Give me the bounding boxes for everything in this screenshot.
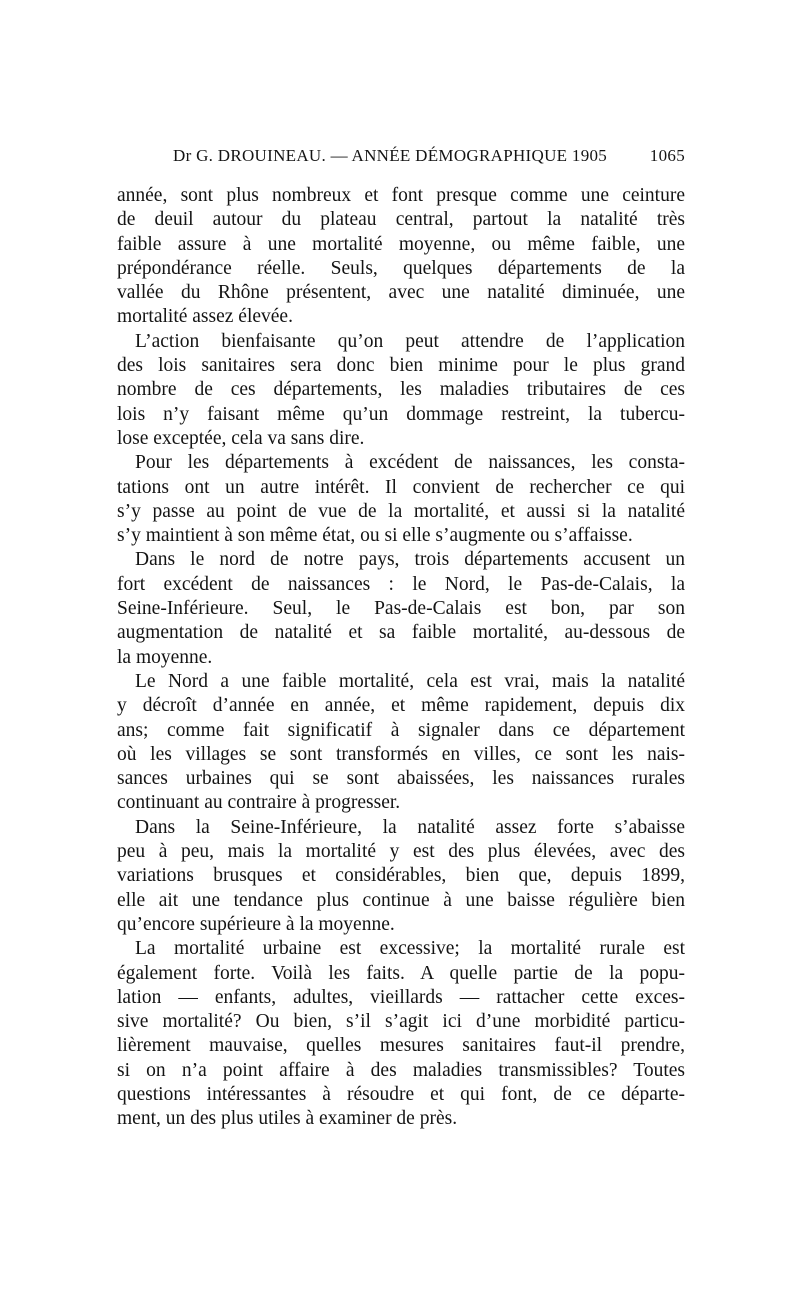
paragraph [117, 937, 685, 1131]
paragraph [117, 548, 685, 669]
running-head [117, 146, 685, 170]
text-line: qu’encore supérieure à la moyenne. [117, 913, 395, 935]
text-line: sances urbaines qui se sont abaissées, les naissances rurales [117, 768, 685, 790]
text-line: lose exceptée, cela va sans dire. [117, 427, 365, 449]
text-line: ment, un des plus utiles à examiner de près. [117, 1108, 458, 1130]
text-line: année, sont plus nombreux et font presque comme une ceinture [117, 185, 685, 206]
text-line: faible assure à une mortalité moyenne, ou même faible, une [117, 233, 685, 255]
text-line: où les villages se sont transformés en villes, ce sont les nais- [117, 743, 685, 765]
text-line: tations ont un autre intérêt. Il convient de rechercher ce qui [117, 476, 685, 498]
paragraph [117, 330, 685, 451]
text-line: prépondérance réelle. Seuls, quelques départements de la [117, 257, 685, 279]
text-line: variations brusques et considérables, bien que, depuis 1899, [117, 865, 685, 887]
text-line: si on n’a point affaire à des maladies transmissibles? Toutes [117, 1059, 685, 1081]
text-line: Pour les départements à excédent de naissances, les consta- [135, 452, 685, 474]
text-line: Le Nord a une faible mortalité, cela est vrai, mais la natalité [135, 670, 685, 692]
text-line: de deuil autour du plateau central, partout la natalité très [117, 209, 685, 231]
text-line: Seine-Inférieure. Seul, le Pas-de-Calais est bon, par son [117, 598, 685, 620]
text-line: La mortalité urbaine est excessive; la mortalité rurale est [135, 938, 685, 960]
paragraph [117, 816, 685, 937]
text-line: vallée du Rhône présentent, avec une natalité diminuée, une [117, 282, 685, 304]
text-line: mortalité assez élevée. [117, 306, 293, 328]
text-line: des lois sanitaires sera donc bien minime pour le plus grand [117, 355, 685, 377]
text-line: augmentation de natalité et sa faible mortalité, au-dessous de [117, 622, 685, 644]
text-line: sive mortalité? Ou bien, s’il s’agit ici d’une morbidité particu- [117, 1011, 685, 1033]
text-line: lation — enfants, adultes, vieillards — rattacher cette exces- [117, 986, 685, 1008]
text-line: y décroît d’année en année, et même rapidement, depuis dix [117, 695, 685, 717]
text-line: s’y maintient à son même état, ou si elle s’augmente ou s’affaisse. [117, 525, 633, 547]
text-line: L’action bienfaisante qu’on peut attendre de l’application [135, 330, 685, 352]
text-line: elle ait une tendance plus continue à une baisse régulière bien [117, 889, 685, 911]
text-line: Dans le nord de notre pays, trois départements accusent un [135, 549, 685, 571]
text-line: également forte. Voilà les faits. A quelle partie de la popu- [117, 962, 685, 984]
text-line: la moyenne. [117, 646, 213, 668]
body-text [117, 184, 685, 1132]
page-number: 1065 [649, 146, 685, 165]
paragraph [117, 670, 685, 816]
text-line: s’y passe au point de vue de la mortalité, et aussi si la natalité [117, 500, 685, 522]
text-line: ans; comme fait significatif à signaler dans ce département [117, 719, 685, 741]
text-line: Dans la Seine-Inférieure, la natalité assez forte s’abaisse [135, 816, 685, 838]
paragraph [117, 184, 685, 330]
text-line: questions intéressantes à résoudre et qui font, de ce départe- [117, 1083, 685, 1105]
text-line: nombre de ces départements, les maladies tributaires de ces [117, 379, 685, 401]
paragraph [117, 451, 685, 548]
text-line: continuant au contraire à progresser. [117, 792, 401, 814]
text-line: lièrement mauvaise, quelles mesures sanitaires faut-il prendre, [117, 1035, 685, 1057]
text-line: peu à peu, mais la mortalité y est des plus élevées, avec des [117, 841, 685, 863]
text-line: fort excédent de naissances : le Nord, le Pas-de-Calais, la [117, 573, 685, 595]
running-head-title: Dr G. DROUINEAU. — ANNÉE DÉMOGRAPHIQUE 1905 [173, 146, 608, 165]
text-line: lois n’y faisant même qu’un dommage restreint, la tubercu- [117, 403, 685, 425]
